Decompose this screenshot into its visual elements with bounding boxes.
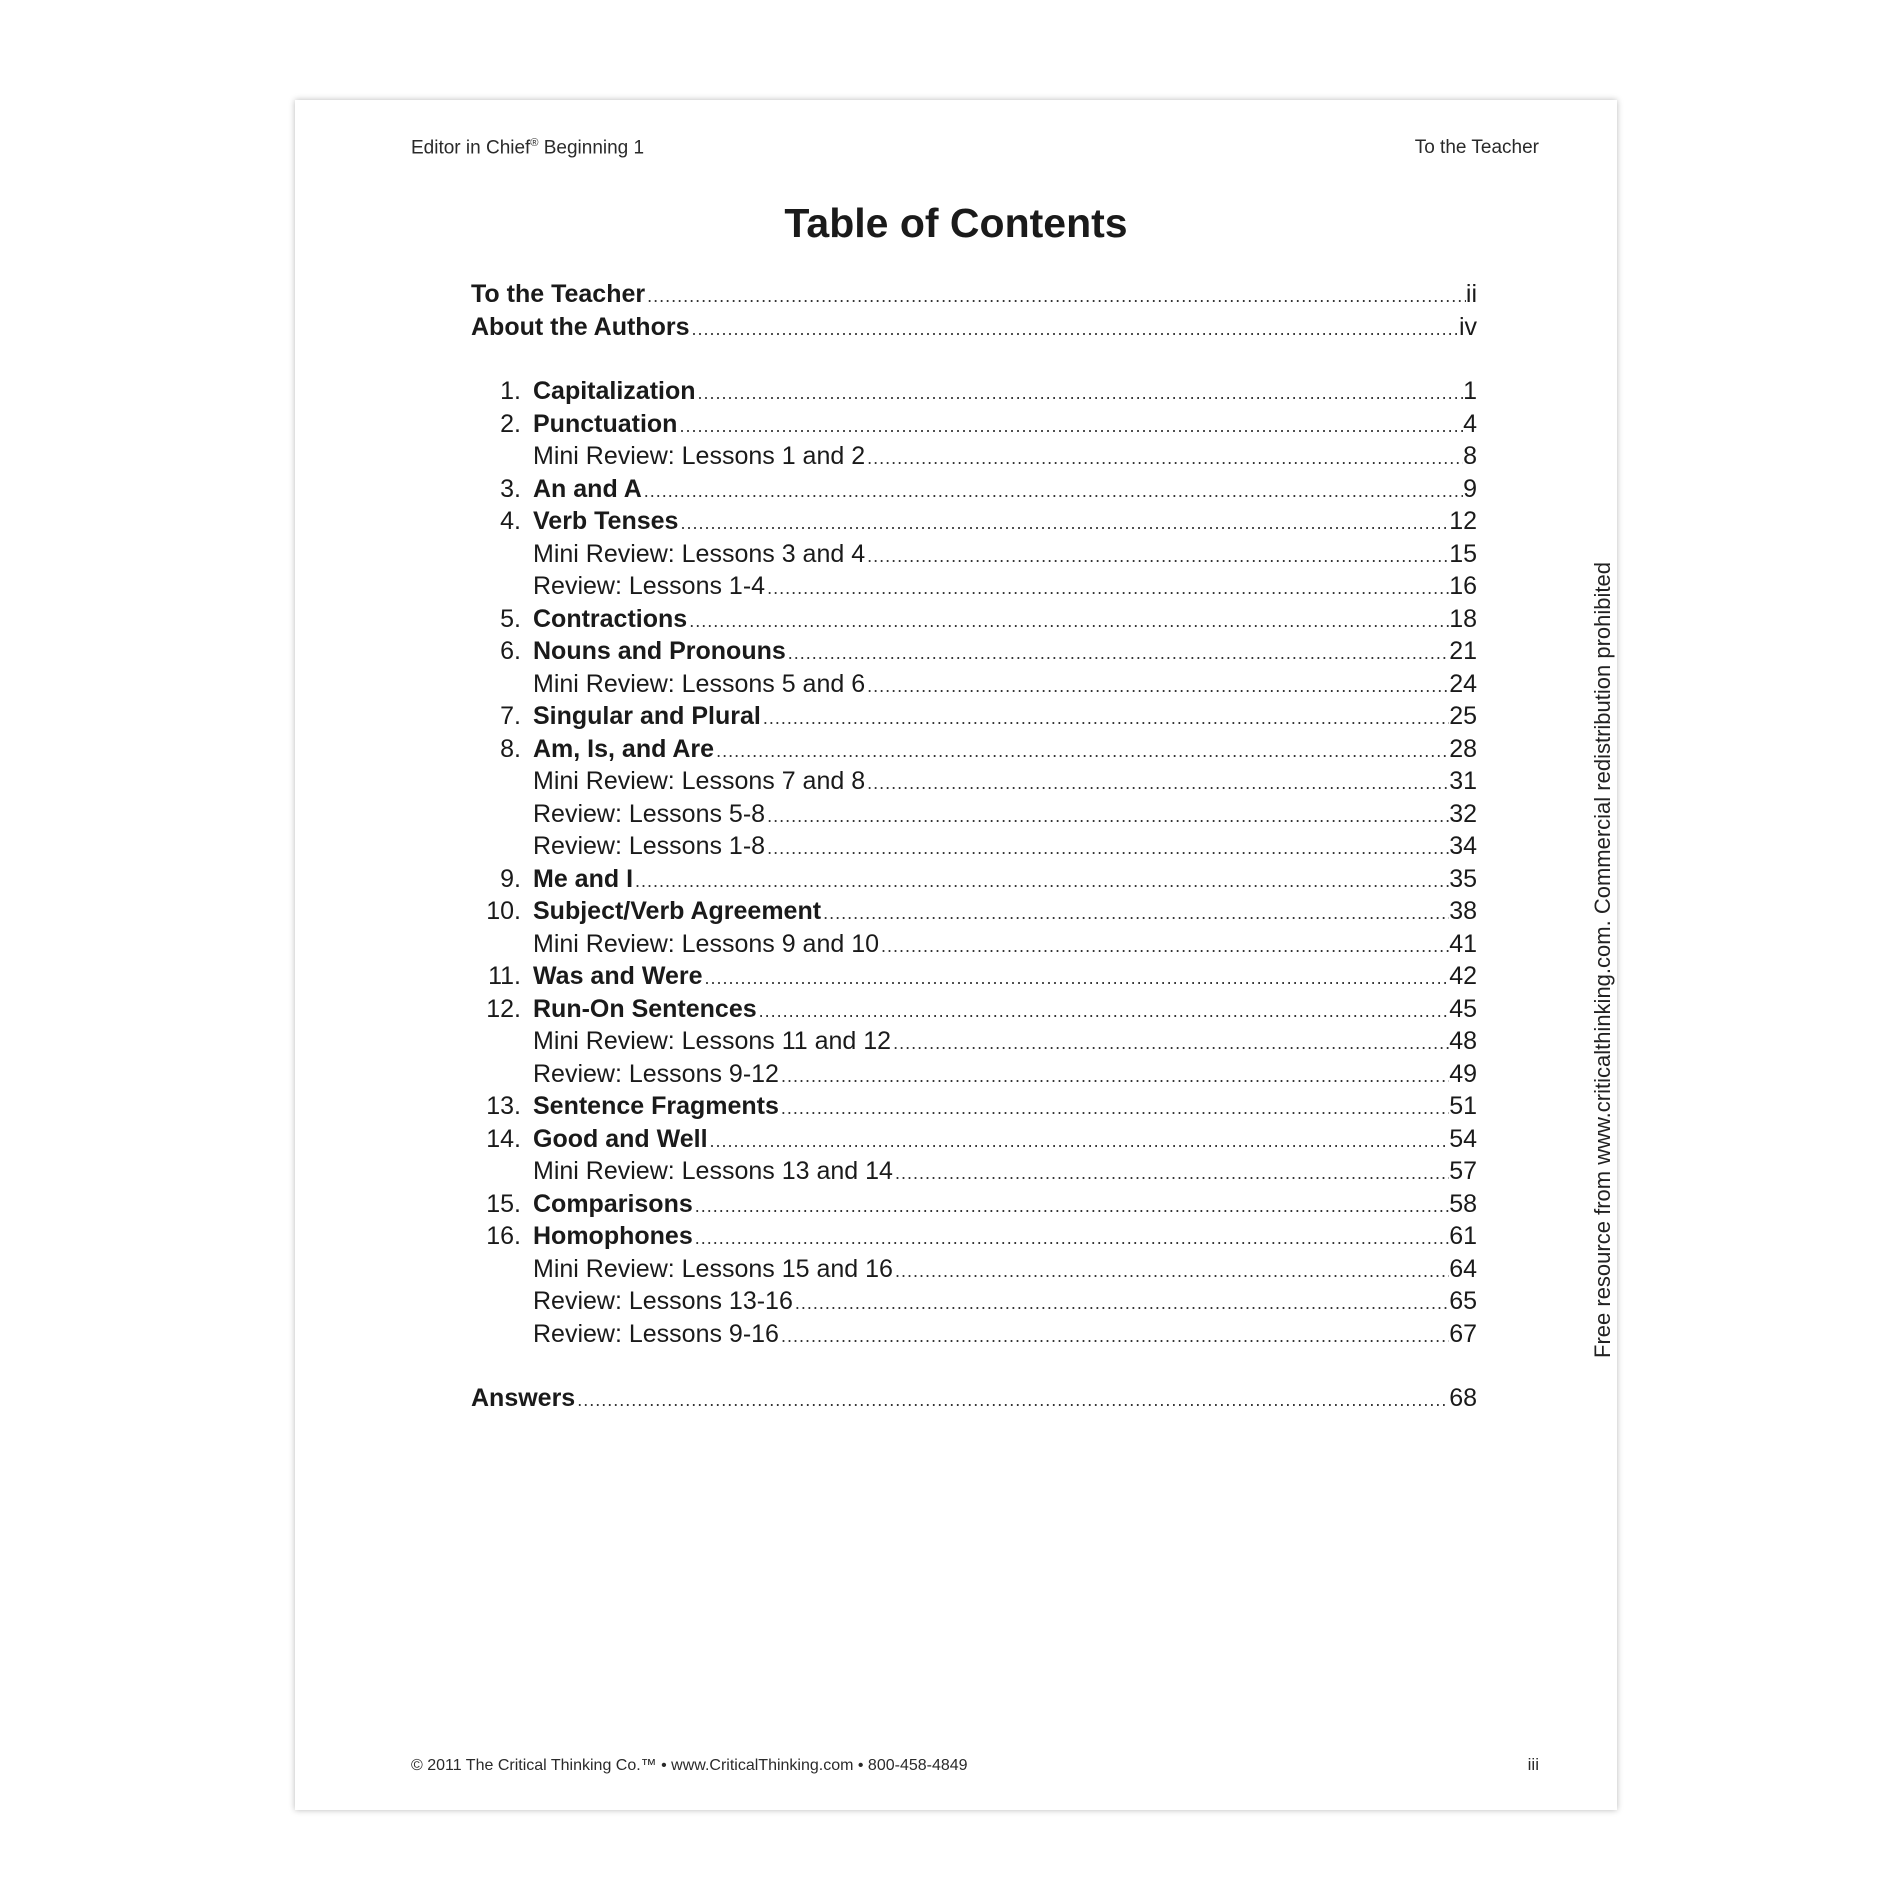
toc-entry-number: 7. xyxy=(500,702,521,730)
toc-entry xyxy=(471,765,1477,798)
toc-entry xyxy=(471,1188,1477,1221)
toc-entry-title: Review: Lessons 1-8 xyxy=(533,832,766,860)
toc-dot-leader xyxy=(891,1027,1449,1060)
toc-entry-number: 16. xyxy=(486,1222,521,1250)
toc-entry-page: 1 xyxy=(1463,377,1477,405)
toc-entry-page: 31 xyxy=(1449,767,1477,795)
toc-entry-title: Nouns and Pronouns xyxy=(533,637,786,665)
toc-entry xyxy=(471,1382,1477,1415)
toc-entry-page: 61 xyxy=(1449,1222,1477,1250)
toc-entry-title: Review: Lessons 1-4 xyxy=(533,572,766,600)
toc-dot-leader xyxy=(779,1320,1449,1353)
running-header-right: To the Teacher xyxy=(1414,137,1539,158)
toc-entry-number: 10. xyxy=(486,897,521,925)
toc-entry-title: Mini Review: Lessons 15 and 16 xyxy=(533,1254,893,1283)
toc-entry-page: 32 xyxy=(1449,799,1477,828)
toc-entry-number: 2. xyxy=(500,409,521,438)
toc-dot-leader xyxy=(779,1060,1449,1093)
toc-entry-title: Review: Lessons 9-16 xyxy=(533,1319,779,1348)
toc-entry-page: 41 xyxy=(1449,929,1477,958)
registered-mark: ® xyxy=(530,137,539,149)
toc-dot-leader xyxy=(714,735,1449,768)
toc-entry-title: Review: Lessons 5-8 xyxy=(533,799,766,828)
toc-entry-page: 48 xyxy=(1449,1027,1477,1055)
toc-entry-page: iv xyxy=(1458,312,1477,341)
toc-entry xyxy=(471,538,1477,571)
toc-entry-page: 15 xyxy=(1449,539,1477,568)
redistribution-notice xyxy=(1573,525,1633,1395)
toc-dot-leader xyxy=(708,1125,1450,1158)
toc-entry xyxy=(471,440,1477,473)
toc-entry xyxy=(471,1285,1477,1318)
toc-dot-leader xyxy=(765,832,1449,865)
toc-dot-leader xyxy=(865,767,1449,800)
toc-entry-page: 65 xyxy=(1449,1287,1477,1315)
toc-dot-leader xyxy=(786,637,1449,670)
toc-entry xyxy=(471,830,1477,863)
toc-entry-title: Mini Review: Lessons 11 and 12 xyxy=(533,1027,892,1055)
toc-entry xyxy=(471,960,1477,993)
toc-entry-title: Homophones xyxy=(533,1222,693,1250)
toc-entry xyxy=(471,1090,1477,1123)
toc-entry-page: 38 xyxy=(1449,897,1477,925)
toc-entry-title: Was and Were xyxy=(533,962,703,990)
toc-dot-leader xyxy=(865,670,1449,703)
toc-entry-title: Answers xyxy=(471,1384,576,1412)
toc-entry-title: Am, Is, and Are xyxy=(533,734,715,763)
toc-dot-leader xyxy=(865,540,1449,573)
toc-dot-leader xyxy=(703,962,1450,995)
toc-entry xyxy=(471,278,1477,311)
toc-entry-page: 24 xyxy=(1449,669,1477,698)
toc-entry-page: 18 xyxy=(1449,604,1477,633)
toc-dot-leader xyxy=(693,1222,1449,1255)
table-of-contents xyxy=(471,278,1477,1415)
toc-entry-page: 54 xyxy=(1449,1124,1477,1153)
toc-entry xyxy=(471,603,1477,636)
toc-entry-page: ii xyxy=(1465,280,1477,308)
toc-entry xyxy=(471,700,1477,733)
toc-entry-title: Punctuation xyxy=(533,409,678,438)
toc-entry-number: 14. xyxy=(486,1124,521,1153)
toc-entry-title: To the Teacher xyxy=(471,280,646,308)
toc-entry-title: Capitalization xyxy=(533,377,696,405)
toc-entry-page: 49 xyxy=(1449,1059,1477,1088)
toc-entry xyxy=(471,570,1477,603)
toc-entry-title: Verb Tenses xyxy=(533,507,679,535)
toc-entry-page: 58 xyxy=(1449,1189,1477,1218)
toc-entry-title: Mini Review: Lessons 9 and 10 xyxy=(533,929,880,958)
toc-entry xyxy=(471,928,1477,961)
toc-entry-page: 12 xyxy=(1449,507,1477,535)
toc-entry xyxy=(471,993,1477,1026)
toc-entry xyxy=(471,473,1477,506)
running-header-left xyxy=(411,137,644,159)
toc-entry-page: 67 xyxy=(1449,1319,1477,1348)
toc-entry xyxy=(471,1123,1477,1156)
toc-entry xyxy=(471,375,1477,408)
toc-dot-leader xyxy=(893,1255,1449,1288)
toc-dot-leader xyxy=(575,1384,1449,1417)
toc-dot-leader xyxy=(793,1287,1449,1320)
toc-entry-title: Run-On Sentences xyxy=(533,994,757,1023)
toc-dot-leader xyxy=(879,930,1449,963)
toc-entry-title: Me and I xyxy=(533,864,634,893)
toc-entry-page: 35 xyxy=(1449,864,1477,893)
toc-entry xyxy=(471,1058,1477,1091)
toc-entry xyxy=(471,1253,1477,1286)
toc-entry-title: Mini Review: Lessons 7 and 8 xyxy=(533,767,866,795)
toc-entry-number: 4. xyxy=(500,507,521,535)
toc-entry-number: 3. xyxy=(500,474,521,503)
toc-entry xyxy=(471,668,1477,701)
toc-entry xyxy=(471,1318,1477,1351)
toc-entry-number: 11. xyxy=(488,962,521,990)
toc-dot-leader xyxy=(645,280,1466,313)
toc-entry-number: 9. xyxy=(500,864,521,893)
toc-entry-page: 68 xyxy=(1449,1384,1477,1412)
toc-entry-page: 42 xyxy=(1449,962,1477,990)
toc-entry-title: About the Authors xyxy=(471,312,690,341)
toc-entry xyxy=(471,1220,1477,1253)
toc-entry-title: Contractions xyxy=(533,604,688,633)
document-page xyxy=(295,100,1617,1810)
toc-entry-title: Singular and Plural xyxy=(533,702,761,730)
toc-entry xyxy=(471,505,1477,538)
redistribution-notice-text: Free resource from www.criticalthinking.com. Commercial redistribution prohibited xyxy=(1590,562,1615,1358)
toc-entry-number: 13. xyxy=(486,1092,521,1120)
book-title: Editor in Chief xyxy=(411,137,531,159)
toc-entry xyxy=(471,863,1477,896)
toc-dot-leader xyxy=(757,995,1450,1028)
toc-dot-leader xyxy=(765,572,1449,605)
toc-entry xyxy=(471,895,1477,928)
toc-entry xyxy=(471,733,1477,766)
toc-entry-title: Mini Review: Lessons 5 and 6 xyxy=(533,669,866,698)
book-level: Beginning 1 xyxy=(538,137,645,159)
toc-entry xyxy=(471,1155,1477,1188)
toc-dot-leader xyxy=(633,865,1449,898)
toc-entry-title: Good and Well xyxy=(533,1124,708,1153)
toc-entry-title: Review: Lessons 13-16 xyxy=(533,1287,793,1315)
toc-entry xyxy=(471,408,1477,441)
toc-entry-number: 5. xyxy=(500,604,521,633)
footer-copyright: © 2011 The Critical Thinking Co.™ • www.CriticalThinking.com • 800-458-4849 xyxy=(411,1757,968,1774)
toc-entry-page: 34 xyxy=(1449,832,1477,860)
toc-entry-title: Mini Review: Lessons 1 and 2 xyxy=(533,442,866,470)
toc-dot-leader xyxy=(761,702,1449,735)
toc-dot-leader xyxy=(821,897,1449,930)
toc-entry-page: 25 xyxy=(1449,702,1477,730)
toc-entry-title: Sentence Fragments xyxy=(533,1092,779,1120)
toc-entry-page: 4 xyxy=(1463,409,1477,438)
toc-dot-leader xyxy=(687,605,1449,638)
toc-entry-title: Subject/Verb Agreement xyxy=(533,897,822,925)
toc-entry-page: 28 xyxy=(1449,734,1477,763)
toc-entry-title: Mini Review: Lessons 3 and 4 xyxy=(533,539,866,568)
toc-entry-page: 16 xyxy=(1449,572,1477,600)
toc-entry-page: 64 xyxy=(1449,1254,1477,1283)
toc-dot-leader xyxy=(693,1190,1449,1223)
toc-entry xyxy=(471,635,1477,668)
toc-entry-title: An and A xyxy=(533,474,642,503)
toc-dot-leader xyxy=(779,1092,1449,1125)
toc-dot-leader xyxy=(689,313,1458,346)
toc-entry-number: 1. xyxy=(500,377,521,405)
toc-entry-number: 12. xyxy=(486,994,521,1023)
toc-entry xyxy=(471,1025,1477,1058)
toc-entry xyxy=(471,311,1477,344)
toc-dot-leader xyxy=(893,1157,1449,1190)
toc-entry xyxy=(471,798,1477,831)
toc-entry-page: 57 xyxy=(1449,1157,1477,1185)
toc-entry-title: Mini Review: Lessons 13 and 14 xyxy=(533,1157,893,1185)
toc-entry-title: Review: Lessons 9-12 xyxy=(533,1059,779,1088)
toc-dot-leader xyxy=(678,507,1449,540)
toc-dot-leader xyxy=(696,377,1464,410)
toc-dot-leader xyxy=(642,475,1463,508)
toc-entry-page: 9 xyxy=(1463,474,1477,503)
toc-entry-page: 51 xyxy=(1449,1092,1477,1120)
toc-entry-number: 6. xyxy=(500,637,521,665)
toc-entry-number: 15. xyxy=(486,1189,521,1218)
toc-entry-page: 8 xyxy=(1463,442,1477,470)
toc-dot-leader xyxy=(865,442,1463,475)
toc-dot-leader xyxy=(677,410,1463,443)
page-title: Table of Contents xyxy=(784,200,1128,246)
toc-entry-page: 21 xyxy=(1449,637,1477,665)
footer-page-number: iii xyxy=(1527,1755,1539,1774)
toc-entry-title: Comparisons xyxy=(533,1189,693,1218)
toc-dot-leader xyxy=(765,800,1449,833)
toc-entry-number: 8. xyxy=(500,734,521,763)
toc-entry-page: 45 xyxy=(1449,994,1477,1023)
